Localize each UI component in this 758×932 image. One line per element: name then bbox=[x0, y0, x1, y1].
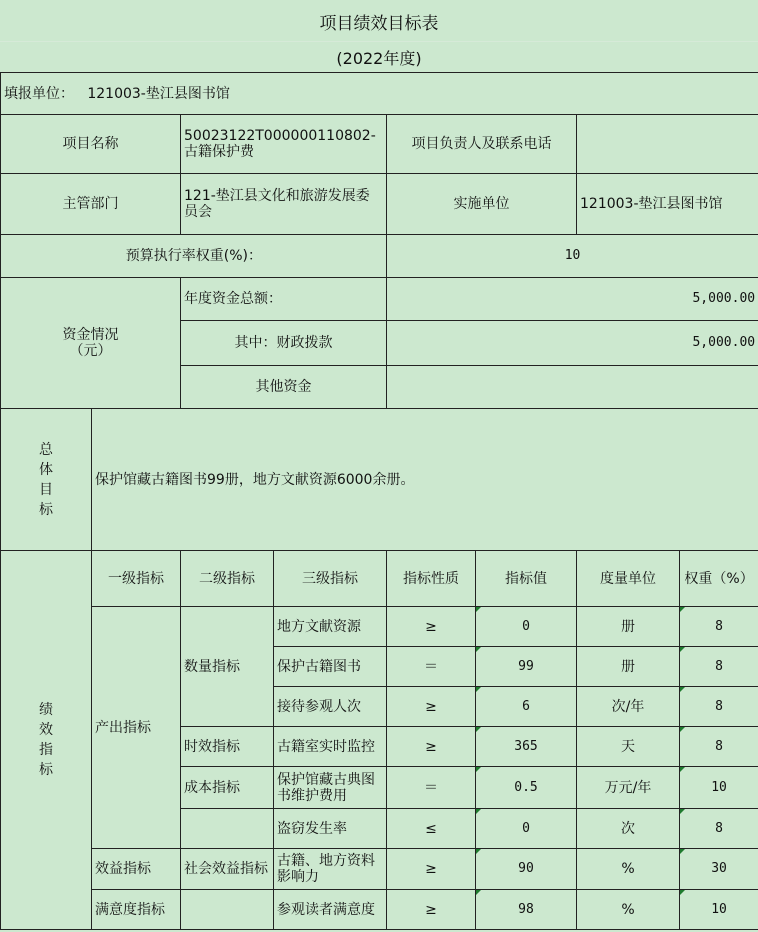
funds-fiscal-label: 其中：财政拨款 bbox=[181, 321, 387, 366]
nature-cell: ≤ bbox=[387, 809, 476, 849]
weight-cell: 8 bbox=[680, 607, 758, 647]
funds-other-label: 其他资金 bbox=[181, 366, 387, 409]
table-row bbox=[1, 890, 758, 930]
funds-label bbox=[1, 278, 181, 409]
value-cell: 365 bbox=[476, 727, 577, 767]
weight-cell: 8 bbox=[680, 647, 758, 687]
funds-total-value: 5,000.00 bbox=[387, 278, 758, 321]
unit-cell: 册 bbox=[577, 647, 680, 687]
unit-cell: 万元/年 bbox=[577, 767, 680, 809]
unit-cell: 次/年 bbox=[577, 687, 680, 727]
header-unit: 度量单位 bbox=[577, 551, 680, 607]
overall-goal-label bbox=[1, 409, 92, 551]
level2-quantity: 数量指标 bbox=[181, 607, 274, 727]
unit-row bbox=[1, 73, 758, 115]
nature-cell: ≥ bbox=[387, 687, 476, 727]
nature-cell: ＝ bbox=[387, 647, 476, 687]
unit-cell: 次 bbox=[577, 809, 680, 849]
budget-row bbox=[1, 235, 758, 278]
value-cell: 0 bbox=[476, 607, 577, 647]
unit-value: 121003-垫江县图书馆 bbox=[87, 85, 230, 102]
funds-other-value bbox=[387, 366, 758, 409]
header-value: 指标值 bbox=[476, 551, 577, 607]
unit-cell: 天 bbox=[577, 727, 680, 767]
weight-cell: 10 bbox=[680, 890, 758, 930]
dept-label: 主管部门 bbox=[1, 174, 181, 235]
header-weight: 权重（%） bbox=[680, 551, 758, 607]
table-row bbox=[1, 607, 758, 647]
dept-value: 121-垫江县文化和旅游发展委员会 bbox=[181, 174, 387, 235]
department-row bbox=[1, 174, 758, 235]
value-cell: 0 bbox=[476, 809, 577, 849]
unit-cell bbox=[1, 73, 758, 115]
level3-cell: 古籍、地方资料影响力 bbox=[274, 849, 387, 890]
weight-cell: 8 bbox=[680, 809, 758, 849]
overall-goal-text: 保护馆藏古籍图书99册，地方文献资源6000余册。 bbox=[92, 409, 758, 551]
nature-cell: ＝ bbox=[387, 767, 476, 809]
funds-total-row bbox=[1, 278, 758, 321]
budget-rate-label: 预算执行率权重(%)： bbox=[1, 235, 387, 278]
unit-cell: % bbox=[577, 890, 680, 930]
perf-header-row bbox=[1, 551, 758, 607]
unit-label: 填报单位： bbox=[4, 85, 74, 102]
level3-cell: 保护馆藏古典图书维护费用 bbox=[274, 767, 387, 809]
level2-timeliness: 时效指标 bbox=[181, 727, 274, 767]
perf-char-4: 标 bbox=[39, 762, 53, 778]
table-row bbox=[1, 849, 758, 890]
header-level1: 一级指标 bbox=[92, 551, 181, 607]
unit-cell: % bbox=[577, 849, 680, 890]
level3-cell: 古籍室实时监控 bbox=[274, 727, 387, 767]
weight-cell: 8 bbox=[680, 687, 758, 727]
nature-cell: ≥ bbox=[387, 849, 476, 890]
level1-benefit: 效益指标 bbox=[92, 849, 181, 890]
level3-cell: 参观读者满意度 bbox=[274, 890, 387, 930]
value-cell: 6 bbox=[476, 687, 577, 727]
unit-cell: 册 bbox=[577, 607, 680, 647]
weight-cell: 30 bbox=[680, 849, 758, 890]
impl-unit-value: 121003-垫江县图书馆 bbox=[577, 174, 758, 235]
year-subtitle: (2022年度) bbox=[336, 48, 422, 68]
project-name-label: 项目名称 bbox=[1, 115, 181, 174]
level2-empty bbox=[181, 890, 274, 930]
funds-total-label: 年度资金总额： bbox=[181, 278, 387, 321]
goal-char-4: 标 bbox=[39, 501, 53, 518]
level2-empty bbox=[181, 809, 274, 849]
header-nature: 指标性质 bbox=[387, 551, 476, 607]
project-contact-label: 项目负责人及联系电话 bbox=[387, 115, 577, 174]
impl-unit-label: 实施单位 bbox=[387, 174, 577, 235]
value-cell: 98 bbox=[476, 890, 577, 930]
target-table bbox=[0, 72, 758, 930]
perf-label bbox=[1, 551, 92, 930]
page-title: 项目绩效目标表 bbox=[319, 13, 439, 34]
perf-char-1: 绩 bbox=[39, 702, 53, 718]
value-cell: 90 bbox=[476, 849, 577, 890]
nature-cell: ≥ bbox=[387, 890, 476, 930]
funds-label-line2: （元） bbox=[69, 343, 112, 359]
value-cell: 99 bbox=[476, 647, 577, 687]
level3-cell: 地方文献资源 bbox=[274, 607, 387, 647]
level1-output: 产出指标 bbox=[92, 607, 181, 849]
weight-cell: 10 bbox=[680, 767, 758, 809]
header-level2: 二级指标 bbox=[181, 551, 274, 607]
overall-goal-row bbox=[1, 409, 758, 551]
value-cell: 0.5 bbox=[476, 767, 577, 809]
header-level3: 三级指标 bbox=[274, 551, 387, 607]
level2-cost: 成本指标 bbox=[181, 767, 274, 809]
weight-cell: 8 bbox=[680, 727, 758, 767]
project-name-row bbox=[1, 115, 758, 174]
level1-satisfaction: 满意度指标 bbox=[92, 890, 181, 930]
level3-cell: 保护古籍图书 bbox=[274, 647, 387, 687]
level2-social-benefit: 社会效益指标 bbox=[181, 849, 274, 890]
goal-char-1: 总 bbox=[39, 441, 53, 458]
level3-cell: 盗窃发生率 bbox=[274, 809, 387, 849]
perf-char-3: 指 bbox=[39, 742, 53, 758]
budget-rate-value: 10 bbox=[387, 235, 758, 278]
project-name-value: 50023122T000000110802-古籍保护费 bbox=[181, 115, 387, 174]
funds-fiscal-value: 5,000.00 bbox=[387, 321, 758, 366]
goal-char-2: 体 bbox=[39, 461, 53, 478]
nature-cell: ≥ bbox=[387, 607, 476, 647]
funds-label-line1: 资金情况 bbox=[62, 327, 119, 343]
nature-cell: ≥ bbox=[387, 727, 476, 767]
level3-cell: 接待参观人次 bbox=[274, 687, 387, 727]
perf-char-2: 效 bbox=[39, 722, 53, 738]
project-contact-value bbox=[577, 115, 758, 174]
goal-char-3: 目 bbox=[39, 481, 53, 498]
